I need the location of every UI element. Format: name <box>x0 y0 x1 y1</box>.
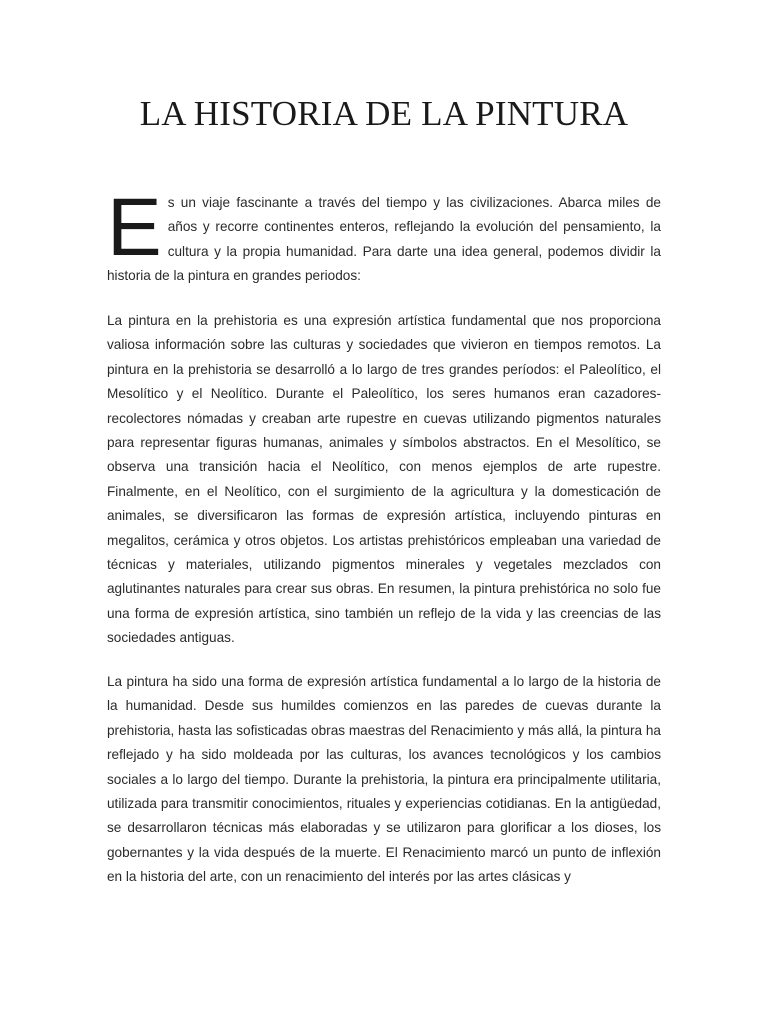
intro-text: s un viaje fascinante a través del tiempo y las civilizaciones. Abarca miles de años y recorre continentes enteros, reflejando la evolución del pensamiento, la cultura y la propia humanidad. Para darte una idea general, podemos dividir la historia de la pintura en grandes periodos: <box>107 195 661 284</box>
paragraph-history: La pintura ha sido una forma de expresión artística fundamental a lo largo de la historia de la humanidad. Desde sus humildes comienzos en las paredes de cuevas durante la prehistoria, hasta las sofisticadas obras maestras del Renacimiento y más allá, la pintura ha reflejado y ha sido moldeada por las culturas, los avances tecnológicos y los cambios sociales a lo largo del tiempo. Durante la prehistoria, la pintura era principalmente utilitaria, utilizada para transmitir conocimientos, rituales y experiencias cotidianas. En la antigüedad, se desarrollaron técnicas más elaboradas y se utilizaron para glorificar a los dioses, los gobernantes y la vida después de la muerte. El Renacimiento marcó un punto de inflexión en la historia del arte, con un renacimiento del interés por las artes clásicas y <box>107 674 661 885</box>
intro-paragraph <box>107 182 661 289</box>
page-title: LA HISTORIA DE LA PINTURA <box>139 94 629 133</box>
paragraph-prehistory: La pintura en la prehistoria es una expresión artística fundamental que nos proporciona valiosa información sobre las culturas y sociedades que vivieron en tiempos remotos. La pintura en la prehistoria se desarrolló a lo largo de tres grandes períodos: el Paleolítico, el Mesolítico y el Neolítico. Durante el Paleolítico, los seres humanos eran cazadores-recolectores nómadas y creaban arte rupestre en cuevas utilizando pigmentos naturales para representar figuras humanas, animales y símbolos abstractos. En el Mesolítico, se observa una transición hacia el Neolítico, con menos ejemplos de arte rupestre. Finalmente, en el Neolítico, con el surgimiento de la agricultura y la domesticación de animales, se diversificaron las formas de expresión artística, incluyendo pinturas en megalitos, cerámica y otros objetos. Los artistas prehistóricos empleaban una variedad de técnicas y materiales, utilizando pigmentos minerales y vegetales mezclados con aglutinantes naturales para crear sus obras. En resumen, la pintura prehistórica no solo fue una forma de expresión artística, sino también un reflejo de la vida y las creencias de las sociedades antiguas. <box>107 313 661 646</box>
drop-cap: E <box>107 182 162 273</box>
